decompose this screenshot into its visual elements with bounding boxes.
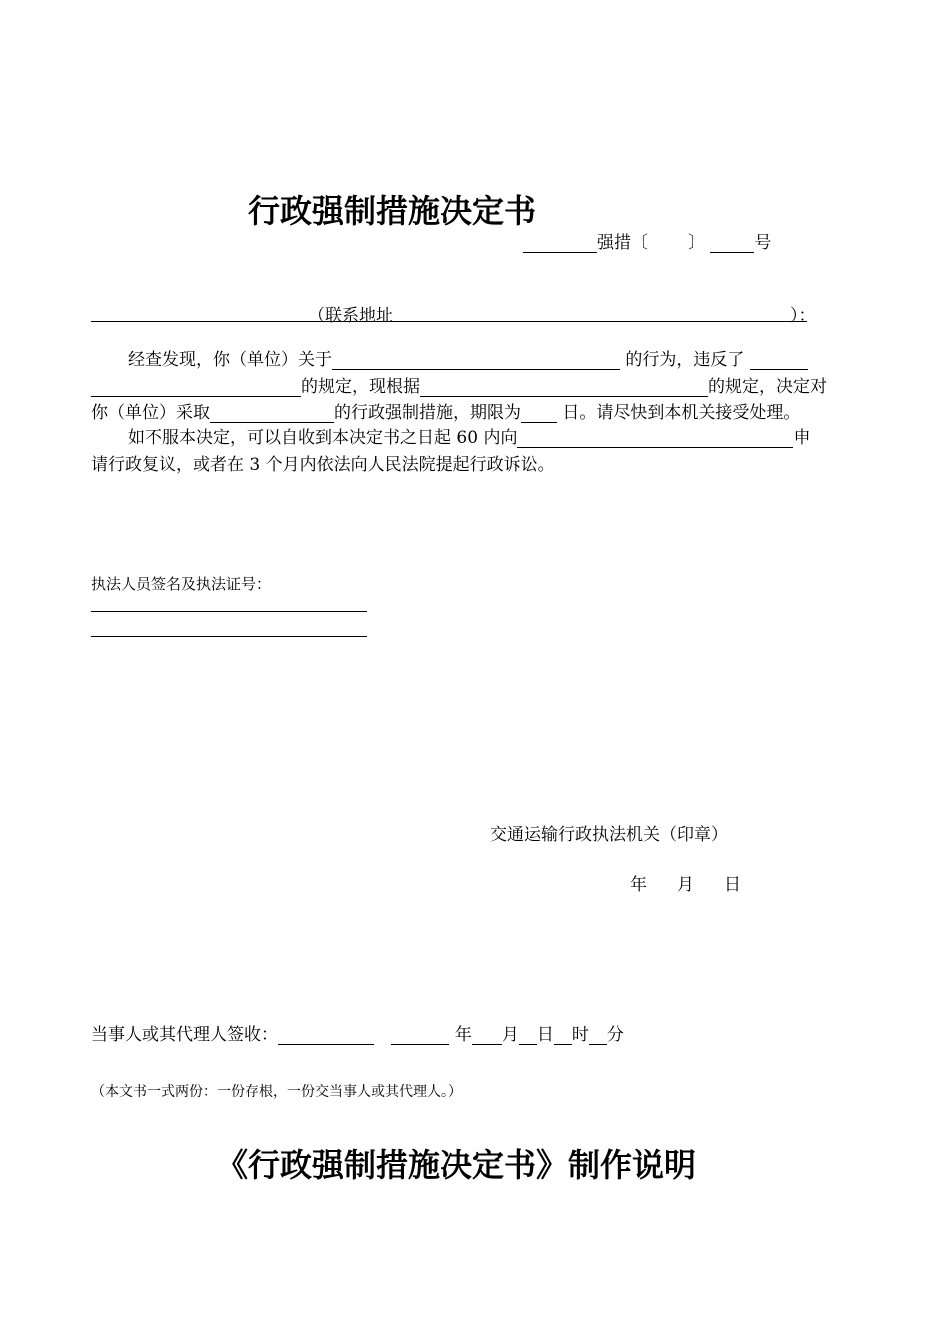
number-close: 〕 xyxy=(688,233,705,253)
issue-date xyxy=(630,870,741,895)
paragraph2-line1 xyxy=(128,423,810,448)
agency-seal: 交通运输行政执法机关（印章） xyxy=(490,825,728,845)
paragraph1-text-5: 你（单位）采取 xyxy=(91,403,210,423)
receipt-line xyxy=(91,1020,624,1045)
receipt-year-blank[interactable] xyxy=(391,1026,449,1045)
paragraph1-line2 xyxy=(91,372,827,397)
copies-note: （本文书一式两份：一份存根，一份交当事人或其代理人。） xyxy=(91,1084,462,1100)
receipt-month: 月 xyxy=(501,1025,519,1045)
receipt-year: 年 xyxy=(454,1025,472,1045)
paragraph1-text-7: 日。请尽快到本机关接受处理。 xyxy=(562,403,801,423)
number-suffix: 号 xyxy=(754,233,772,253)
instructions-title: 《行政强制措施决定书》制作说明 xyxy=(216,1146,697,1184)
paragraph1-text-6: 的行政强制措施，期限为 xyxy=(334,403,521,423)
period-blank[interactable] xyxy=(521,404,557,423)
party-name-underline[interactable] xyxy=(91,321,807,322)
paragraph1-text-2: 的行为，违反了 xyxy=(625,350,745,370)
paragraph2-line2: 请行政复议，或者在 3 个月内依法向人民法院提起行政诉讼。 xyxy=(91,455,555,475)
paragraph1-text-4: 的规定，决定对 xyxy=(708,377,827,397)
receipt-sign-blank[interactable] xyxy=(278,1026,374,1045)
paragraph1-line3 xyxy=(91,398,800,423)
number-middle: 强措〔 xyxy=(597,233,648,253)
receipt-label: 当事人或其代理人签收： xyxy=(91,1025,278,1045)
receipt-hour: 时 xyxy=(571,1025,589,1045)
review-agency-blank[interactable] xyxy=(517,429,793,448)
number-seq-blank[interactable] xyxy=(710,234,754,253)
receipt-month-blank[interactable] xyxy=(472,1026,502,1045)
paragraph2-text-1: 如不服本决定，可以自收到本决定书之日起 60 内向 xyxy=(128,428,518,448)
receipt-minute: 分 xyxy=(606,1025,624,1045)
address-label: （联系地址 xyxy=(308,306,393,326)
violated-rule-blank-start[interactable] xyxy=(750,351,808,370)
document-title: 行政强制措施决定书 xyxy=(248,192,537,230)
measure-blank[interactable] xyxy=(210,404,334,423)
officer-sign-line-2[interactable] xyxy=(91,636,367,637)
receipt-hour-blank[interactable] xyxy=(554,1026,572,1045)
behavior-blank[interactable] xyxy=(332,351,620,370)
document-number xyxy=(523,228,771,253)
legal-basis-blank[interactable] xyxy=(420,378,708,397)
receipt-day-blank[interactable] xyxy=(519,1026,537,1045)
address-end: ）： xyxy=(790,306,816,326)
receipt-day: 日 xyxy=(536,1025,554,1045)
paragraph1-text-1: 经查发现，你（单位）关于 xyxy=(128,350,332,370)
date-day: 日 xyxy=(724,875,741,895)
violated-rule-blank[interactable] xyxy=(91,378,301,397)
officer-sign-label: 执法人员签名及执法证号： xyxy=(91,575,272,593)
date-year: 年 xyxy=(630,875,647,895)
paragraph1-text-3: 的规定，现根据 xyxy=(301,377,420,397)
date-month: 月 xyxy=(677,875,694,895)
receipt-minute-blank[interactable] xyxy=(589,1026,607,1045)
officer-sign-line-1[interactable] xyxy=(91,611,367,612)
number-prefix-blank[interactable] xyxy=(523,234,597,253)
paragraph1-line1 xyxy=(128,345,808,370)
paragraph2-text-2: 申 xyxy=(793,428,811,448)
